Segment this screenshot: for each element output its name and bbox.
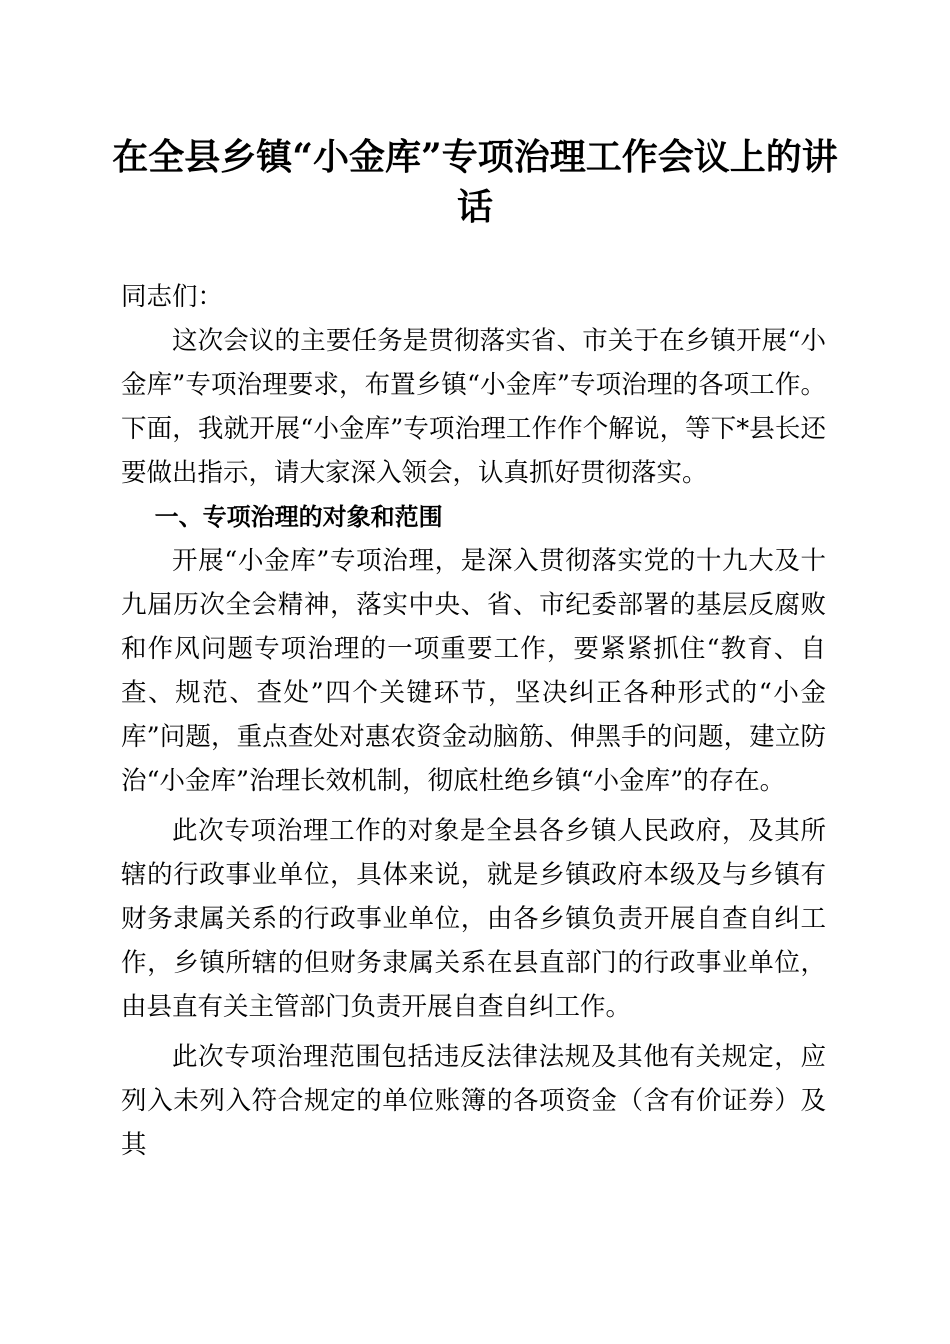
document-title: 在全县乡镇“小金库”专项治理工作会议上的讲话 xyxy=(112,136,838,228)
paragraph-intro: 这次会议的主要任务是贯彻落实省、市关于在乡镇开展“小金库”专项治理要求，布置乡镇“小金库”专项治理的各项工作。下面，我就开展“小金库”专项治理工作作个解说，等下*县长还要做出指示，请大家深入领会，认真抓好贯彻落实。 xyxy=(121,326,826,488)
paragraph-section1-2: 此次专项治理工作的对象是全县各乡镇人民政府，及其所辖的行政事业单位，具体来说，就是乡镇政府本级及与乡镇有财务隶属关系的行政事业单位，由各乡镇负责开展自查自纠工作，乡镇所辖的但财务隶属关系在县直部门的行政事业单位，由县直有关主管部门负责开展自查自纠工作。 xyxy=(121,816,826,1022)
paragraph-section1-1: 开展“小金库”专项治理，是深入贯彻落实党的十九大及十九届历次全会精神，落实中央、省、市纪委部署的基层反腐败和作风问题专项治理的一项重要工作，要紧紧抓住“教育、自查、规范、查处”四个关键环节，坚决纠正各种形式的“小金库”问题，重点查处对惠农资金动脑筋、伸黑手的问题，建立防治“小金库”治理长效机制，彻底杜绝乡镇“小金库”的存在。 xyxy=(121,546,826,796)
document-body xyxy=(121,275,826,1167)
section-heading-1: 一、专项治理的对象和范围 xyxy=(154,503,443,531)
paragraph-section1-3: 此次专项治理范围包括违反法律法规及其他有关规定，应列入未列入符合规定的单位账簿的各项资金（含有价证券）及其 xyxy=(121,1042,826,1160)
salutation: 同志们： xyxy=(121,282,224,312)
